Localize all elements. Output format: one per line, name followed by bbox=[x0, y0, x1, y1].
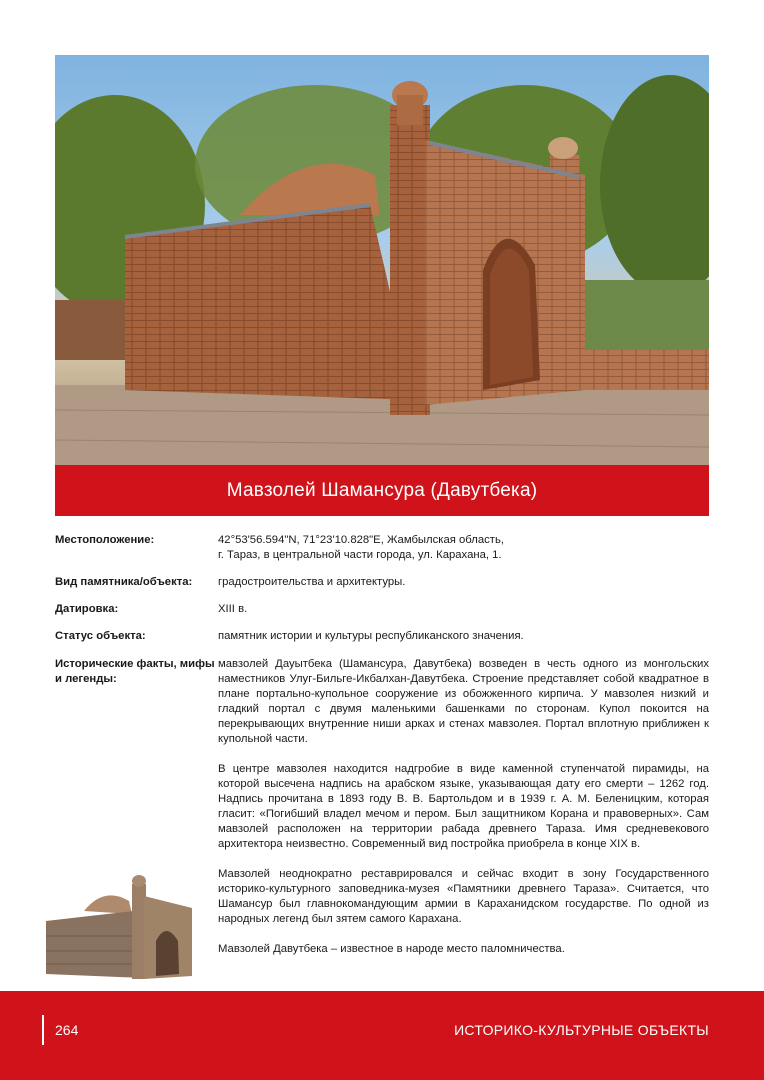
history-paragraph: мавзолей Дауытбека (Шамансура, Давутбека) возведен в честь одного из монгольских наместников Улуг-Бильге-Икбалхан-Давутбека. Строение представляет собой квадратное в плане портально-купольное сооружение из обожженного кирпича. У мавзолея низкий и гладкий портал с двумя маленькими башенками по сторонам. Купол покоится на перекрывающих внутренние ниши арках и стенах мавзолея. Портал вплотную приближен к купольной части. bbox=[218, 658, 709, 745]
field-label: Местоположение: bbox=[55, 534, 155, 546]
field-dating bbox=[55, 602, 709, 629]
field-type bbox=[55, 575, 709, 602]
field-location bbox=[55, 533, 709, 575]
field-value bbox=[218, 533, 709, 563]
history-paragraph: В центре мавзолея находится надгробие в виде каменной ступенчатой пирамиды, на которой высечена надпись на арабском языке, указывающая дату его смерти – 1262 год. Надпись прочитана в 1893 году В. В. Бартольдом и в 1939 г. А. М. Беленицким, которая гласит: «Погибший владел мечом и пером. Был защитником Корана и правоверных». Сам мавзолей расположен на территории рабада древнего Тараза. Имя средневекового архитектора неизвестно. Современный вид постройка приобрела в конце XIX в. bbox=[218, 763, 709, 850]
section-title: ИСТОРИКО-КУЛЬТУРНЫЕ ОБЪЕКТЫ bbox=[454, 1022, 709, 1038]
page-number: 264 bbox=[55, 1022, 79, 1038]
footer bbox=[0, 991, 764, 1080]
location-line-1: 42°53'56.594"N, 71°23'10.828"E, Жамбылская область, bbox=[218, 534, 504, 546]
history-paragraph: Мавзолей неоднократно реставрировался и сейчас входит в зону Государственного историко-культурного заповедника-музея «Памятники древнего Тараза». Считается, что Шамансур был главнокомандующим армии в Караханидском государстве. По одной из народных легенд был зятем самого Карахана. bbox=[218, 868, 709, 925]
field-label: Исторические факты, мифы и легенды: bbox=[55, 658, 215, 685]
mausoleum-thumbnail bbox=[44, 866, 195, 981]
field-label: Датировка: bbox=[55, 603, 119, 615]
title-band bbox=[55, 465, 709, 516]
field-value: XIII в. bbox=[218, 603, 248, 615]
field-value: памятник истории и культуры республиканского значения. bbox=[218, 630, 524, 642]
field-status bbox=[55, 629, 709, 657]
field-value bbox=[218, 657, 709, 957]
field-value: градостроительства и архитектуры. bbox=[218, 576, 406, 588]
location-line-2: г. Тараз, в центральной части города, ул. Карахана, 1. bbox=[218, 549, 502, 561]
history-paragraph: Мавзолей Давутбека – известное в народе место паломничества. bbox=[218, 943, 565, 955]
mausoleum-photo bbox=[55, 55, 709, 465]
page-title: Мавзолей Шамансура (Давутбека) bbox=[226, 479, 538, 501]
field-label: Вид памятника/объекта: bbox=[55, 576, 193, 588]
footer-divider bbox=[42, 1015, 44, 1045]
field-label: Статус объекта: bbox=[55, 630, 146, 642]
